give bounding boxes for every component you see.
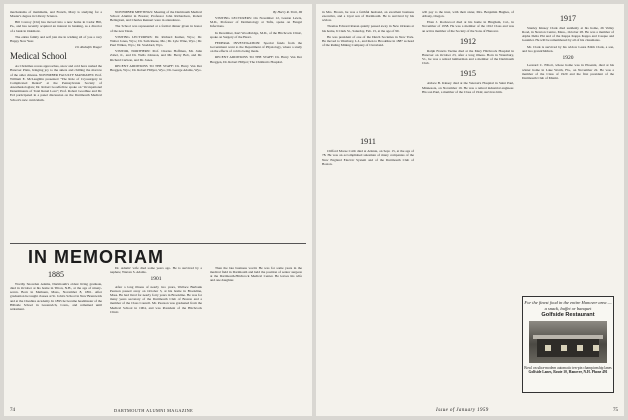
paragraph: VISITING LECTURERS: Dr. Richard Kumar, Wyo.; Dr. Walter Jones, Wyo.; Dr. Sam Reese, Me.; Dr. Lyle Wine, Wyo.; Dr. Paul Wilkes, Wyo.; Dr. Stoddard, Wyo. [110,34,202,48]
photo-window [545,345,551,351]
photo-window [561,345,567,351]
class-year: 1917 [560,14,576,23]
ad-name: Golfside Restaurant [541,312,595,318]
restaurant-photo [529,321,607,363]
section-heading-in-memoriam: IN MEMORIAM [28,247,164,267]
paragraph: He was president of one of the Dutch Societies in New York. He moved to Westbury, L.I., and then to Brookline in 1887 as head of the Ruling Mining Company of Cleveland. [322,34,414,48]
page-number: 74 [10,408,15,413]
paragraph: Eben J. Rockwood died at his home in Bingham, Cal., in November of 1958. He was a member of the 1912 Class and was an active member of the Society of the Sons of Hanover. [422,20,514,33]
section-heading-medical-school: Medical School [10,51,67,62]
memoriam-header [10,240,306,267]
page-number: 75 [613,408,618,413]
memoriam-column-3 [210,266,302,285]
paragraph: mechanisms of mammalia, and French, Mary is studying for a Master's degree in Library Science. [10,10,102,19]
ad-line-2: Golfside Lanes, Route 10, Hanover, N.H. Phone 491 [528,370,608,374]
paragraph: Then the late business world. He was for some years in the medical field in Dartmouth and held the position of senior surgeon at the Dartmouth-Hitchcock Medical Center. He leaves his wife and one daughter. [210,266,302,283]
running-footer: Issue of January 1959 [436,408,489,413]
paragraph: After a long illness of nearly two years, Wallace Burbank Pearson passed away on October 5, at his home in Brookline, Mass. He had lived for nearly forty years in Brookline. He was for many years secretary of the Dartmouth Club of Boston and a member of the Class Council. Mr. Pearson was graduated from the Medical School in 1904, and was President of the Hitchcock Clinic. [110,284,202,314]
right-page [316,4,624,416]
paragraph: will pay to the trust, with their sister, Mrs. Benjamin Hughes, of Albany, Oregon. [422,10,514,19]
class-year: 1911 [360,137,376,147]
paragraph: VISITOR, NORTHERN: Prof. Charles Hoffman, Mr. John Zabel, Jr., and Dr. Wells Johnson, and Mr. Berry Bob, and Dr. Richard Carlson, and Dr. Jones. [110,49,202,62]
memoriam-column-2 [110,266,202,316]
paragraph: RECENT ADDITIONS TO THE STAFF: Dr. Harry Van Der Breggen, Dr. Robert Hillyer; The Children's Hospital. [210,55,302,64]
paragraph: The School was represented at a formal dinner given in honor of the new Dean. [110,24,202,33]
paragraph: Mr. Clark is survived by his widow Laura Edith Clark, a son, and two grandchildren. [522,44,614,53]
photo-window [577,345,583,351]
paragraph: Stanley Kinsey Clark died suddenly at his home, 26 Valley Road, in Newton Centre, Mass., October 28. He was a member of Alpha Delta Phi and of the Kappa Kappa Kappa and Casque and Gauntlet. He will be remembered by all of his classmates. [522,26,614,43]
left-column-1 [10,10,102,104]
paragraph: Aldace B. Kinsey died at the Veteran's Hospital in Saint Paul, Minnesota, on November 19. He was a retired industrial engineer. His son Paul, a member of the Class of 1942, survives him. [422,81,514,94]
memoriam-column-1 [10,266,102,313]
paragraph: The entire family and self join me in wishing all of you a very Happy New Year. [10,34,102,43]
paragraph: As Christmas recess approaches, snow and cold have rushed the Hanover Plain, bringing joy to the skiers and chilling the marrow of the older citizens. NOVEMBER FACULTY MANDATES: Prof. William E. McLaughlin presented "The Role of Cryosurgery in Complicated Dental" at the Pennsylvania Society of Anesthesiologists; Dr. Robert Goodfellow spoke on "Occupational Determinants of Total Renal Loss"; Prof. Robert Goodhue and Dr. Erd participated in a panel discussion on the Dartmouth Medical School's new curriculum. [10,64,103,102]
class-year: 1920 [562,54,574,61]
running-footer: DARTMOUTH ALUMNI MAGAZINE [114,408,194,413]
ad-tagline: For the finest food in the entire Hanover area — a snack, buffet or banquet [524,300,612,311]
signature: Dr. Rudolph Yeager [75,45,102,50]
ad-line-1: Bowl on ultra-modern automatic ten-pin championship lanes [524,366,612,370]
paragraph: Clifford Morse Cobb died at Atlanta, on Sept. 15, at the age of 78. He was an accomplished salesman of many companies of the New England Electric System and of the Dartmouth Club of Boston. [322,149,414,166]
paragraph: VISITING LECTURERS: On November 12, Gaston Lewis, M.D., Professor of Dermatology at Tufts, spoke on Fungal Infections. [210,16,302,29]
left-column-2 [110,10,202,74]
byline: By Harry R. Trott, III [273,10,302,14]
class-year: 1915 [460,69,476,79]
paragraph: NOVEMBER MEETINGS: Meeting of the Dartmouth Medical School Alumni in Boston; Professor John Richardson, Robert Bellagioni, and Charles Rennert were in attendance. [110,10,202,23]
paragraph: Bill Conroy (Chi) has moved into a new home in Cedar Hill, Pa., and has recently acquired an interest in banking, as a director of a bank in Oakmont. [10,20,102,33]
class-year: 1901 [150,276,162,283]
paragraph: FEDERAL INVESTIGATION: Special funds from the Government went to the Department of Physiology, where a study on the effects of cold is being made. [210,40,302,54]
paragraph: Worthy Snowden Adams, Dartmouth's oldest living graduate, died in October at his home in Tilton, N.H., at the age of ninety-seven. Born in Methuen, Mass., November 8, 1861. After graduation he taught classes at St. John's School in New Brunswick and at the Cheshire Academy. In 1895 he became headmaster of the Hillside School in Greenwich, Conn., and remained until retirement. [10,282,102,311]
photo-window [593,345,599,351]
golfside-restaurant-ad [522,296,614,393]
divider [10,243,306,244]
right-column-3 [522,10,614,82]
class-year: 1912 [460,36,476,46]
paragraph: Leonard C. Elliott, whose home was in Phoenix, died at his winter home in Lake Worth, Fla., on November 22. He was a member of the Class of 1920 and the first president of the Dartmouth Club of Miami. [522,63,614,80]
left-column-3 [210,10,302,66]
right-column-2 [422,10,514,96]
paragraph: in Mrs. Brown, he was a faithful husband, an excellent business executive, and a loyal son of Dartmouth. He is survived by his widow. [322,10,414,23]
left-page [4,4,312,416]
right-column-1 [322,10,414,168]
paragraph: Thomas Edward Ronan quietly passed away in New Orleans at his home, 6 Clark St., Saturday, Feb. 15, at the age of 90. [322,24,414,33]
paragraph: Ralph Francis Vezina died at the Mary Hitchcock Hospital in Hanover on October 23, after a long illness. Born in Waterbury, Vt., he was a retired lumberman and a member of the Dartmouth Club. [422,48,514,66]
paragraph: RECENT ADDITIONS TO THE STAFF: Dr. Harry Van Der Breggen, Wyo.; Dr. Robert Hillyer, Wyo.; Dr. George Adams, Wyo. [110,63,202,72]
class-year: 1885 [48,270,64,279]
paragraph: In December, Karl Woodbridge, M.D., of the Hitchcock Clinic, spoke on Surgery of the Heart. [210,30,302,39]
paragraph: Dr. Adams' wife died some years ago. He is survived by a nephew, Warren S. Adams. [110,266,202,275]
